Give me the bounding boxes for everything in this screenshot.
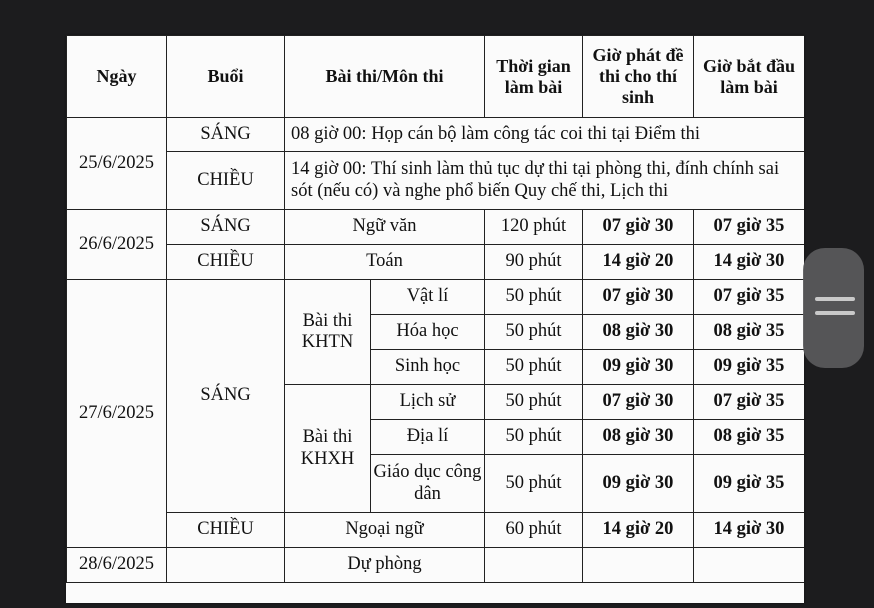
duration-cell: 90 phút [485,245,583,280]
header-date: Ngày [67,36,167,118]
grip-line-icon [815,311,855,315]
duration-cell: 60 phút [485,513,583,548]
start-time-cell: 09 giờ 35 [694,455,805,513]
table-row [67,210,805,245]
subject-cell: Hóa học [371,315,485,350]
start-time-cell: 14 giờ 30 [694,513,805,548]
table-row [67,118,805,152]
hand-out-time-cell [583,548,694,583]
start-time-cell: 08 giờ 35 [694,420,805,455]
start-time-cell: 07 giờ 35 [694,210,805,245]
header-start-time: Giờ bắt đầu làm bài [694,36,805,118]
duration-cell: 50 phút [485,420,583,455]
hand-out-time-cell: 07 giờ 30 [583,385,694,420]
subject-cell: Vật lí [371,280,485,315]
note-cell: 08 giờ 00: Họp cán bộ làm công tác coi thi tại Điểm thi [285,118,805,152]
subject-cell: Lịch sử [371,385,485,420]
start-time-cell: 07 giờ 35 [694,280,805,315]
table-row [67,548,805,583]
duration-cell: 50 phút [485,350,583,385]
duration-cell: 120 phút [485,210,583,245]
table-row [67,513,805,548]
duration-cell [485,548,583,583]
session-cell [167,548,285,583]
header-duration: Thời gian làm bài [485,36,583,118]
subject-cell: Sinh học [371,350,485,385]
hand-out-time-cell: 14 giờ 20 [583,513,694,548]
date-cell: 26/6/2025 [67,210,167,280]
header-session: Buổi [167,36,285,118]
hand-out-time-cell: 08 giờ 30 [583,315,694,350]
date-cell: 28/6/2025 [67,548,167,583]
hand-out-time-cell: 08 giờ 30 [583,420,694,455]
start-time-cell: 09 giờ 35 [694,350,805,385]
date-cell: 25/6/2025 [67,118,167,210]
start-time-cell: 08 giờ 35 [694,315,805,350]
hand-out-time-cell: 09 giờ 30 [583,350,694,385]
session-cell: SÁNG [167,118,285,152]
hand-out-time-cell: 14 giờ 20 [583,245,694,280]
session-cell: CHIỀU [167,152,285,210]
session-cell: SÁNG [167,210,285,245]
subject-cell: Ngoại ngữ [285,513,485,548]
table-row [67,280,805,315]
group-label-khxh: Bài thi KHXH [285,385,371,513]
hand-out-time-cell: 07 giờ 30 [583,280,694,315]
subject-cell: Giáo dục công dân [371,455,485,513]
header-hand-out-time: Giờ phát đề thi cho thí sinh [583,36,694,118]
grip-line-icon [815,297,855,301]
session-cell: CHIỀU [167,245,285,280]
subject-cell: Địa lí [371,420,485,455]
subject-cell: Toán [285,245,485,280]
schedule-document [66,35,804,603]
table-row [67,245,805,280]
hand-out-time-cell: 09 giờ 30 [583,455,694,513]
duration-cell: 50 phút [485,385,583,420]
session-cell: CHIỀU [167,513,285,548]
session-cell: SÁNG [167,280,285,513]
hand-out-time-cell: 07 giờ 30 [583,210,694,245]
exam-schedule-table [66,35,804,583]
start-time-cell: 14 giờ 30 [694,245,805,280]
start-time-cell [694,548,805,583]
date-cell: 27/6/2025 [67,280,167,548]
table-row [67,152,805,210]
duration-cell: 50 phút [485,455,583,513]
duration-cell: 50 phút [485,315,583,350]
subject-cell: Dự phòng [285,548,485,583]
note-cell: 14 giờ 00: Thí sinh làm thủ tục dự thi tại phòng thi, đính chính sai sót (nếu có) và nghe phổ biến Quy chế thi, Lịch thi [285,152,805,210]
start-time-cell: 07 giờ 35 [694,385,805,420]
scroll-handle[interactable] [803,248,864,368]
subject-cell: Ngữ văn [285,210,485,245]
header-row [67,36,805,118]
header-subject: Bài thi/Môn thi [285,36,485,118]
group-label-khtn: Bài thi KHTN [285,280,371,385]
duration-cell: 50 phút [485,280,583,315]
